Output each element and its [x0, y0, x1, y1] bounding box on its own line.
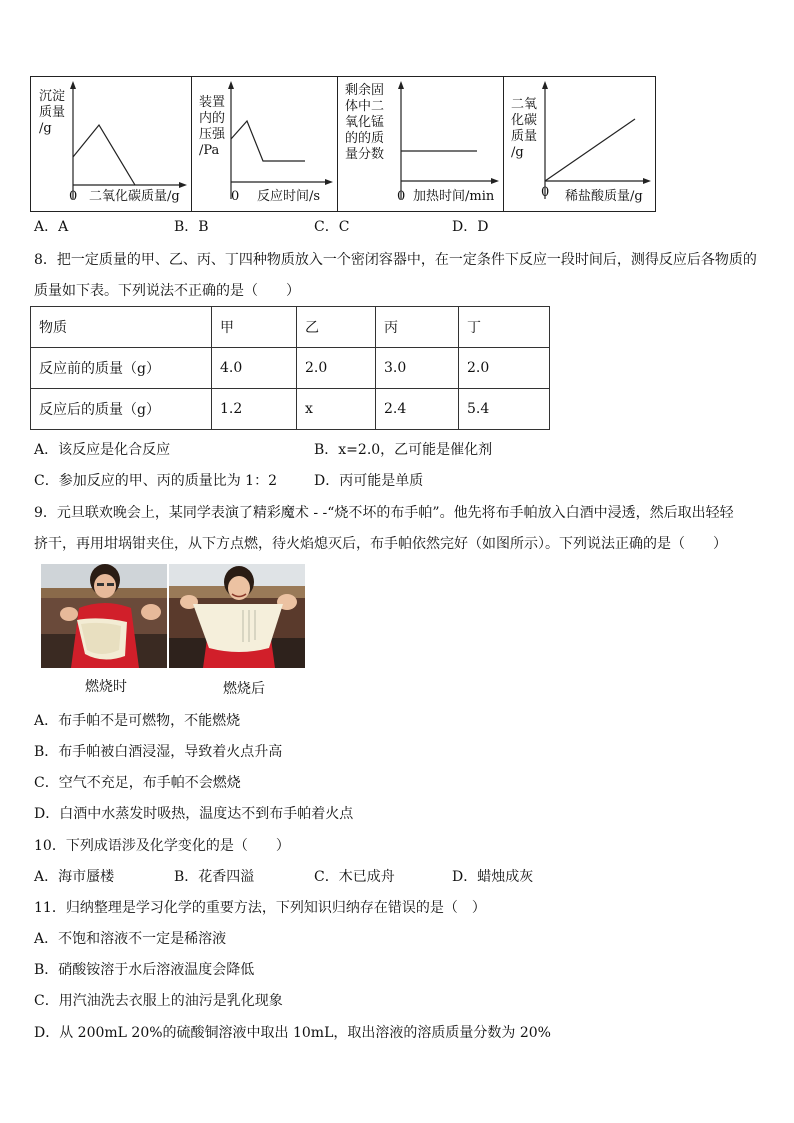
table-header-cell: 丁	[459, 307, 550, 348]
table-cell: 2.4	[376, 389, 459, 430]
graph-a-curve	[73, 125, 135, 185]
graph-c-xlabel: 加热时间/min	[413, 189, 495, 204]
q10-option-b[interactable]: B．花香四溢	[174, 869, 255, 885]
table-header-cell: 乙	[297, 307, 376, 348]
graph-d-curve	[545, 119, 635, 181]
table-cell: 反应前的质量（g）	[31, 348, 212, 389]
q9-option-c[interactable]: C．空气不充足，布手帕不会燃烧	[34, 775, 241, 791]
q10-option-d[interactable]: D．蜡烛成灰	[452, 869, 534, 885]
caption-burning: 燃烧时	[85, 679, 127, 695]
q8-stem-line1: 8．把一定质量的甲、乙、丙、丁四种物质放入一个密闭容器中，在一定条件下反应一段时间后，测得反应后各物质的	[34, 252, 757, 268]
table-header-row	[31, 307, 550, 348]
caption-after-burning: 燃烧后	[223, 681, 265, 697]
q8-table	[30, 306, 550, 430]
graph-a-origin: 0	[69, 189, 78, 204]
q8-option-d[interactable]: D．丙可能是单质	[314, 473, 424, 489]
table-cell: 5.4	[459, 389, 550, 430]
graph-b-curve	[231, 121, 305, 161]
table-cell: 反应后的质量（g）	[31, 389, 212, 430]
q11-stem: 11．归纳整理是学习化学的重要方法，下列知识归纳存在错误的是（ ）	[34, 900, 486, 916]
q7-option-c[interactable]: C．C	[314, 219, 350, 235]
graph-b-xlabel: 反应时间/s	[257, 189, 321, 204]
graph-c	[337, 77, 504, 211]
graph-b	[191, 77, 338, 211]
table-row	[31, 389, 550, 430]
table-header-cell: 甲	[212, 307, 297, 348]
q11-option-b[interactable]: B．硝酸铵溶于水后溶液温度会降低	[34, 962, 255, 978]
q9-option-b[interactable]: B．布手帕被白酒浸湿，导致着火点升高	[34, 744, 283, 760]
table-header-cell: 丙	[376, 307, 459, 348]
q9-option-d[interactable]: D．白酒中水蒸发时吸热，温度达不到布手帕着火点	[34, 806, 354, 822]
q8-option-c[interactable]: C．参加反应的甲、丙的质量比为 1：2	[34, 473, 277, 489]
q7-option-d[interactable]: D．D	[452, 219, 489, 235]
graph-b-ylabel: 装置 内的 压强 /Pa	[199, 95, 226, 158]
q7-graph-panel	[30, 76, 656, 212]
table-cell: 4.0	[212, 348, 297, 389]
q10-option-c[interactable]: C．木已成舟	[314, 869, 395, 885]
table-cell: 1.2	[212, 389, 297, 430]
q8-option-b[interactable]: B．x=2.0，乙可能是催化剂	[314, 442, 493, 458]
graph-c-origin: 0	[397, 189, 406, 204]
q8-option-a[interactable]: A．该反应是化合反应	[34, 442, 171, 458]
table-header-cell: 物质	[31, 307, 212, 348]
graph-d-origin: 0	[541, 185, 550, 200]
q11-option-d[interactable]: D．从 200mL 20%的硫酸铜溶液中取出 10mL，取出溶液的溶质质量分数为 20%	[34, 1025, 551, 1041]
graph-d-ylabel: 二氧 化碳 质量 /g	[511, 97, 538, 160]
photo-after-burning	[169, 564, 305, 668]
q10-stem: 10．下列成语涉及化学变化的是（ ）	[34, 838, 290, 854]
q7-option-b[interactable]: B．B	[174, 219, 209, 235]
q8-stem-line2: 质量如下表。下列说法不正确的是（ ）	[34, 283, 300, 299]
graph-b-origin: 0	[231, 189, 240, 204]
table-cell: 2.0	[297, 348, 376, 389]
photo-burning	[41, 564, 167, 668]
q9-stem-line2: 挤干，再用坩埚钳夹住，从下方点燃，待火焰熄灭后，布手帕依然完好（如图所示）。下列说法正确的是（ ）	[34, 536, 727, 552]
q9-option-a[interactable]: A．布手帕不是可燃物，不能燃烧	[34, 713, 241, 729]
q10-option-a[interactable]: A．海市蜃楼	[34, 869, 115, 885]
graph-c-ylabel: 剩余固 体中二 氧化锰 的的质 量分数	[345, 83, 385, 162]
table-cell: 3.0	[376, 348, 459, 389]
q11-option-c[interactable]: C．用汽油洗去衣服上的油污是乳化现象	[34, 993, 283, 1009]
graph-d	[503, 77, 655, 211]
table-cell: x	[297, 389, 376, 430]
q7-option-a[interactable]: A．A	[34, 219, 69, 235]
q9-stem-line1: 9．元旦联欢晚会上，某同学表演了精彩魔术 - -“烧不坏的布手帕”。他先将布手帕放入白酒中浸透，然后取出轻轻	[34, 505, 734, 521]
graph-a	[31, 77, 192, 211]
graph-d-xlabel: 稀盐酸质量/g	[565, 189, 643, 204]
q11-option-a[interactable]: A．不饱和溶液不一定是稀溶液	[34, 931, 227, 947]
table-cell: 2.0	[459, 348, 550, 389]
graph-a-ylabel: 沉淀 质量 /g	[39, 89, 66, 136]
graph-a-xlabel: 二氧化碳质量/g	[89, 189, 180, 204]
table-row	[31, 348, 550, 389]
